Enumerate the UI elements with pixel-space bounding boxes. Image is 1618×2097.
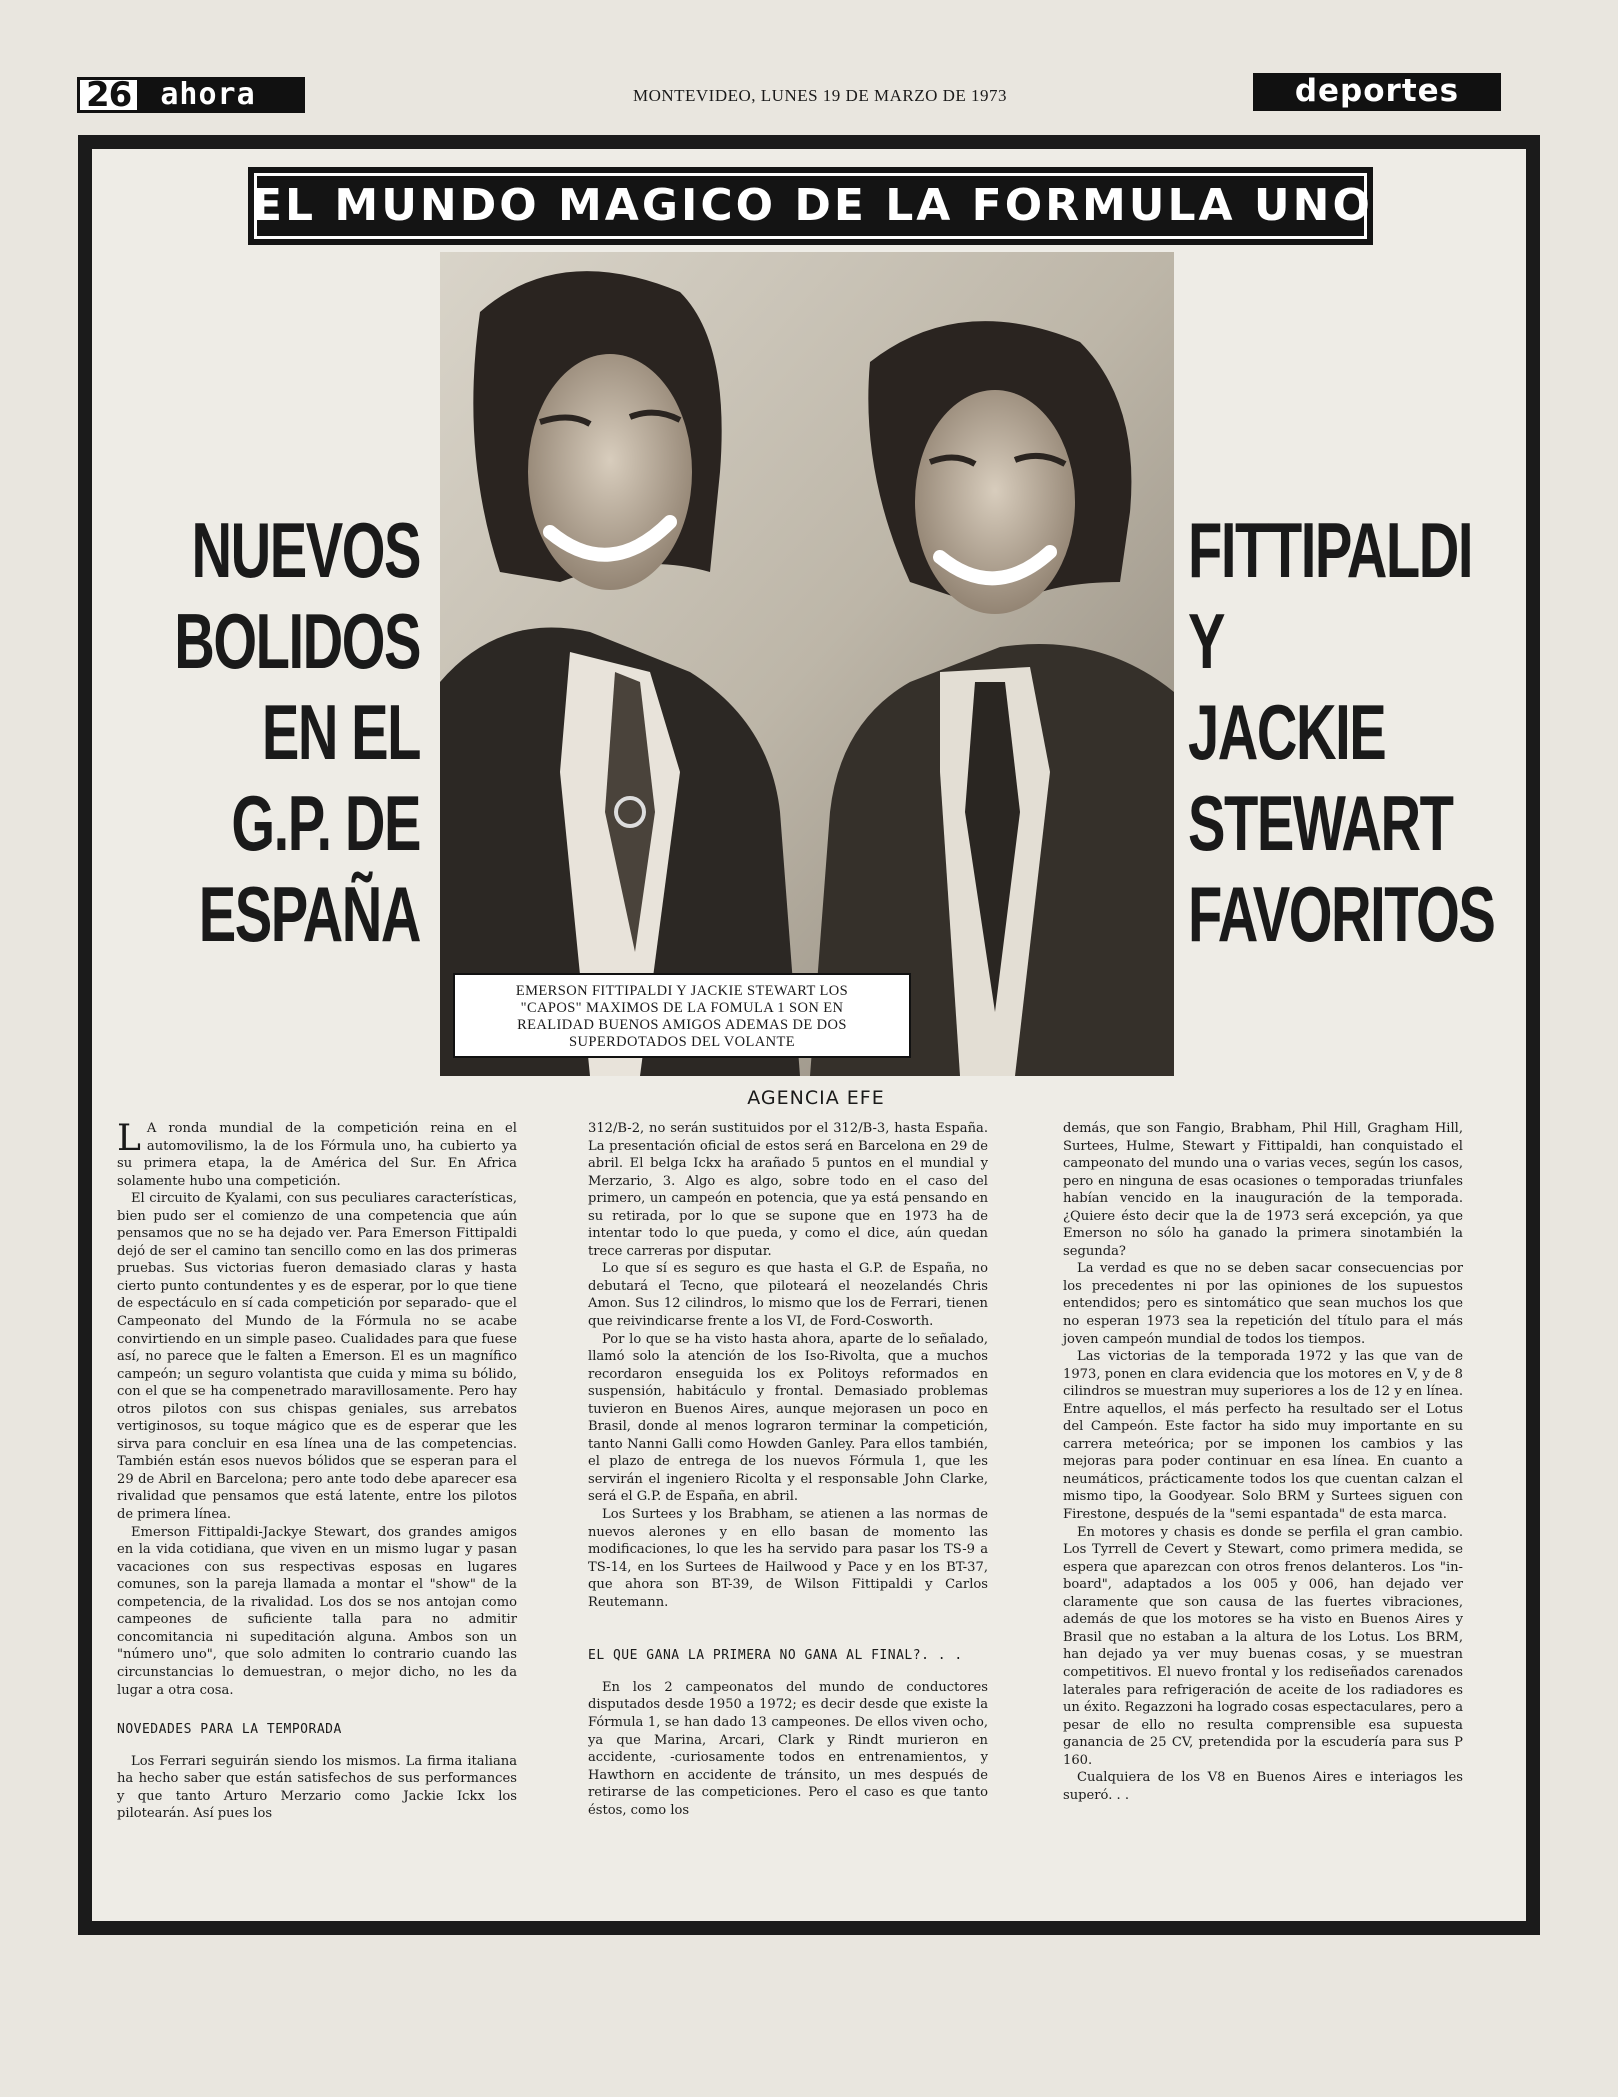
headline-right-line: JACKIE	[1188, 688, 1386, 776]
photo-illustration	[440, 252, 1174, 1076]
headline-left-line: EN EL	[261, 688, 420, 776]
headline-left-line: ESPAÑA	[198, 870, 420, 958]
caption-line: SUPERDOTADOS DEL VOLANTE	[569, 1034, 795, 1050]
dateline: MONTEVIDEO, LUNES 19 DE MARZO DE 1973	[632, 86, 1008, 105]
article-paragraph: Por lo que se ha visto hasta ahora, aparte de lo señalado, llamó solo la atención de los Iso-Rivolta, que a muchos recordaron enseguida los ex Politoys reformados en suspensión, habitáculo y frontal. Demasiado problemas tuvieron en Buenos Aires, aunque mejorasen un poco en Brasil, donde al menos lograron terminar la competición, tanto Nanni Galli como Howden Ganley. Para ellos también, el plazo de entrega de los nuevos Fórmula 1, que les servirán el ingeniero Ricolta y el responsable John Clarke, será el G.P. de España, en abril.	[588, 1331, 988, 1505]
masthead	[77, 77, 305, 113]
caption-line: REALIDAD BUENOS AMIGOS ADEMAS DE DOS	[517, 1017, 847, 1033]
article-column-3	[1063, 1120, 1463, 1804]
article-paragraph	[117, 1120, 517, 1190]
subheading: NOVEDADES PARA LA TEMPORADA	[117, 1722, 342, 1738]
headline-right-line: FITTIPALDI	[1188, 506, 1473, 594]
headline-right	[1188, 505, 1526, 960]
publication-name: ahora	[140, 77, 305, 113]
headline-left-line: NUEVOS	[191, 506, 420, 594]
article-paragraph: Cualquiera de los V8 en Buenos Aires e interiagos les superó. . .	[1063, 1770, 1463, 1803]
drivers-photo	[440, 252, 1174, 1076]
article-paragraph: Las victorias de la temporada 1972 y las que van de 1973, ponen en clara evidencia que los motores en V, y de 8 cilindros se muestran muy superiores a los de 12 y en línea. Entre aquellos, el más perfecto ha resultado ser el Lotus del Campeón. Este factor ha sido muy importante en su carrera meteórica; por se imponen los cambios y las mejoras para poder continuar en esa línea. En cuanto a neumáticos, prácticamente todos los que cuentan calzan el mismo tipo, la Goodyear. Solo BRM y Surtees siguen con Firestone, después de la "semi espantada" de esta marca.	[1063, 1349, 1463, 1523]
article-column-1	[117, 1120, 517, 1823]
article-paragraph: El circuito de Kyalami, con sus peculiares características, bien pudo ser el comienzo de una competencia que aún pensamos que no se ha dejado ver. Para Emerson Fittipaldi dejó de ser el camino tan sencillo como en las dos primeras pruebas. Sus victorias fueron demasiado claras y hasta cierto punto contundentes y es de esperar, por lo que tiene de espectáculo en sí cada competición por separado- que el Campeonato del Mundo de la Fórmula no se acabe convirtiendo en un simple paseo. Cualidades para que fuese así, no parece que le falten a Emerson. El es un magnífico campeón; un seguro volantista que cuida y mima su bólido, con el que se ha compenetrado maravillosamente. Pero hay otros pilotos con sus chispas geniales, sus arrebatos vertiginosos, su toque mágico que es de esperar que les sirva para concluir en esa línea una de las competencias. También están esos nuevos bólidos que se esperan para el 29 de Abril en Barcelona; pero ante todo debe aparecer esa rivalidad que pensamos que está latente, entre los pilotos de primera línea.	[117, 1191, 517, 1523]
article-paragraph: demás, que son Fangio, Brabham, Phil Hill, Gragham Hill, Surtees, Hulme, Stewart y Fittipaldi, han conquistado el campeonato del mundo una o varias veces, según los casos, pero en ninguna de esas ocasiones o temporadas triunfales habían vencido en la inauguración de la temporada. ¿Quiere ésto decir que la de 1973 será excepción, ya que Emerson no sólo ha ganado la primera sinotambién la segunda?	[1063, 1121, 1463, 1259]
article-paragraph: Emerson Fittipaldi-Jackye Stewart, dos grandes amigos en la vida cotidiana, que viven en un mismo lugar y pasan vacaciones con sus respectivas esposas en lugares comunes, son la pareja llamada a montar el "show" de la competencia, de la rivalidad. Los dos se nos antojan como campeones de suficiente talla para no admitir concomitancia ni supeditación alguna. Ambos son un "número uno", que solo admiten lo contrario cuando las circunstancias lo demuestran, o mejor dicho, no les da lugar a otra cosa.	[117, 1524, 517, 1698]
paragraph-text: A ronda mundial de la competición reina en el automovilismo, la de los Fórmula uno, ha cubierto ya su primera etapa, la de América del Sur. En Africa solamente hubo una competición.	[117, 1121, 517, 1189]
article-paragraph: Los Ferrari seguirán siendo los mismos. La firma italiana ha hecho saber que están satisfechos de sus performances y que tanto Arturo Merzario como Jackie Ickx los pilotearán. Así pues los	[117, 1753, 517, 1822]
article-paragraph: Lo que sí es seguro es que hasta el G.P. de España, no debutará el Tecno, que piloteará el neozelandés Chris Amon. Sus 12 cilindros, lo mismo que los de Ferrari, tienen que reivindicarse frente a los VI, de Ford-Cosworth.	[588, 1261, 988, 1330]
headline-right-line: FAVORITOS	[1188, 870, 1495, 958]
article-paragraph: En motores y chasis es donde se perfila el gran cambio. Los Tyrrell de Cevert y Stewart, como primera medida, se espera que aparezcan con otros frenos delanteros. Los "in-board", adaptados a los 005 y 006, han dejado ver claramente que son causa de las fuertes vibraciones, además de que los motores se ha visto en Buenos Aires y Brasil que no estaban a la altura de los Lotus. Los BRM, han dejado ya ver muy buenas cosas, y se muestran competitivos. El nuevo frontal y los rediseñados carenados laterales para refrigeración de aceite de los radiadores es un éxito. Regazzoni ha logrado cosas espectaculares, pero a pesar de ello no resulta comprensible esa supuesta ganancia de 25 CV, pretendida por la escudería para sus P 160.	[1063, 1524, 1463, 1768]
article-paragraph: En los 2 campeonatos del mundo de conductores disputados desde 1950 a 1972; es decir desde que existe la Fórmula 1, se han dado 13 campeones. De ellos viven ocho, ya que Marina, Arcari, Clark y Rindt murieron en accidente, -curiosamente todos en entrenamientos, y Hawthorn en accidente de tránsito, un mes después de retirarse de las competiciones. Pero el caso es que tanto éstos, como los	[588, 1679, 988, 1818]
caption-line: EMERSON FITTIPALDI Y JACKIE STEWART LOS	[515, 983, 849, 999]
headline-left-line: G.P. DE	[231, 779, 420, 867]
section-label: deportes	[1253, 73, 1501, 111]
article-column-2	[588, 1120, 988, 1819]
article-paragraph: La verdad es que no se deben sacar consecuencias por los precedentes ni por las opiniones de los supuestos entendidos; pero es sintomático que sean muchos los que no esperan 1973 sea la repetición del título para el más joven campeón mundial de todos los tiempos.	[1063, 1261, 1463, 1347]
page-number: 26	[77, 77, 140, 113]
byline: AGENCIA EFE	[747, 1087, 885, 1109]
drop-cap: L	[117, 1118, 141, 1159]
article-paragraph: Los Surtees y los Brabham, se atienen a las normas de nuevos alerones y en ello basan de momento las modificaciones, lo que les ha servido para pasar los TS-9 a TS-14, en los Surtees de Hailwood y Pace y en los BT-37, que ahora son BT-39, de Wilson Fittipaldi y Carlos Reutemann.	[588, 1507, 988, 1610]
headline-left	[118, 505, 420, 960]
headline-right-line: STEWART	[1188, 779, 1453, 867]
banner-title: EL MUNDO MAGICO DE LA FORMULA UNO	[248, 167, 1373, 245]
headline-right-line: Y	[1188, 597, 1225, 685]
caption-line: "CAPOS" MAXIMOS DE LA FOMULA 1 SON EN	[520, 1000, 844, 1016]
article-paragraph: 312/B-2, no serán sustituidos por el 312/B-3, hasta España. La presentación oficial de estos será en Barcelona en 29 de abril. El belga Ickx ha arañado 5 puntos en el mundial y Merzario, 3. Algo es algo, sobre todo en el caso del primero, un campeón en potencia, que ya está pensando en su retirada, por lo que se supone que en 1973 ha de intentar todo lo que pueda, y como el dice, aún quedan trece carreras por disputar.	[588, 1121, 988, 1259]
subheading: EL QUE GANA LA PRIMERA NO GANA AL FINAL?. . .	[588, 1648, 963, 1664]
photo-caption	[453, 973, 911, 1058]
headline-left-line: BOLIDOS	[174, 597, 420, 685]
